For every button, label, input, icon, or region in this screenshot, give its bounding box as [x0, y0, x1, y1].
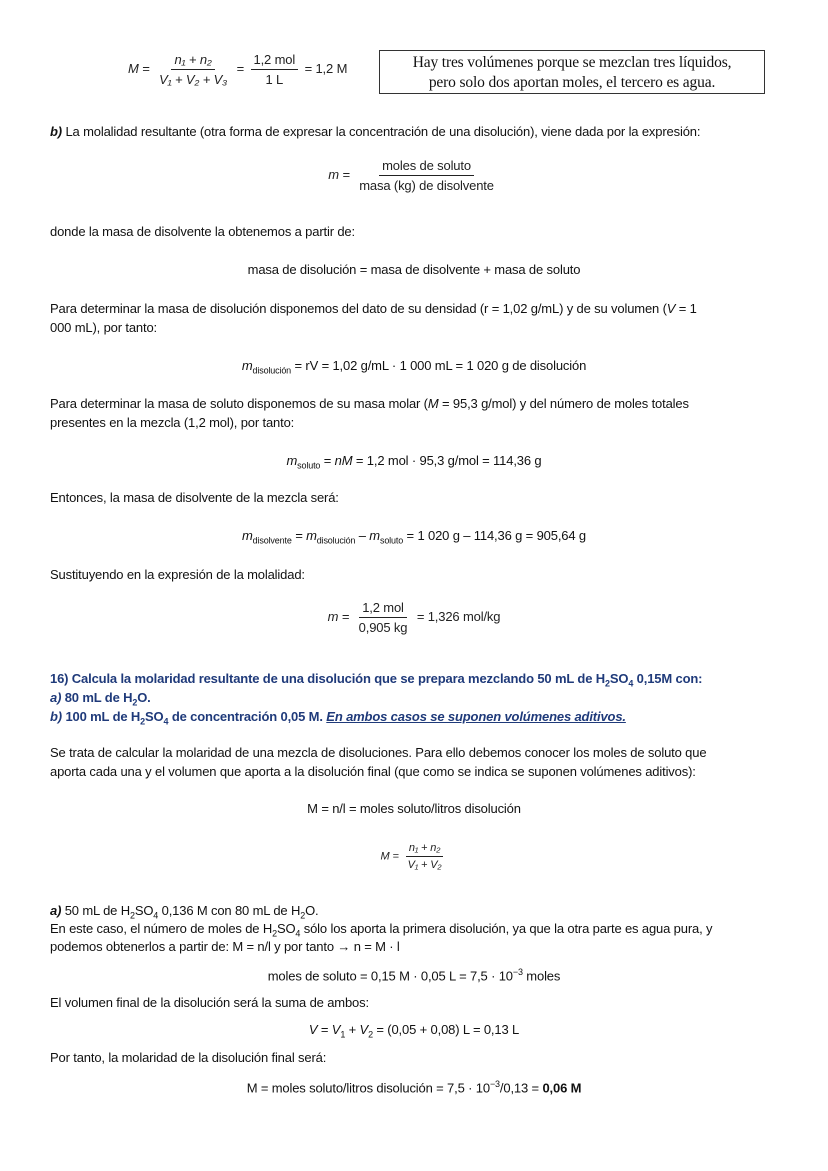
var: – m	[355, 528, 380, 543]
subscript: disolvente	[252, 535, 292, 546]
text: moles	[522, 968, 561, 984]
label: b)	[50, 124, 62, 139]
subscript: 2	[140, 716, 146, 727]
exponent: −3	[489, 1079, 500, 1089]
note-line: pero solo dos aportan moles, el tercero es agua.	[428, 74, 716, 91]
question-16-b	[50, 708, 626, 731]
text: =	[320, 453, 335, 468]
denominator: V₁ + V₂ + V₃	[159, 72, 228, 87]
text: M = moles soluto/litros disolución = 7,5 · 10	[246, 1080, 490, 1096]
paragraph	[50, 123, 700, 141]
paragraph	[50, 395, 689, 413]
subscript: 4	[163, 716, 169, 727]
text: = 1,2 mol · 95,3 g/mol = 114,36 g	[352, 453, 542, 468]
formula-lhs: m =	[328, 166, 350, 182]
formula-lhs: m =	[327, 608, 350, 624]
equation: masa de disolución = masa de disolvente + masa de soluto	[247, 262, 581, 277]
numerator: 1,2 mol	[251, 52, 299, 70]
text: +	[345, 1022, 360, 1037]
subscript: disolución	[316, 535, 356, 546]
formula-lhs: M =	[380, 850, 399, 863]
equation	[0, 452, 828, 475]
paragraph: Sustituyendo en la expresión de la molalidad:	[50, 567, 305, 582]
formula-result: = 1,2 M	[304, 60, 348, 76]
var: = m	[291, 528, 317, 543]
text: 0,136 M con 80 mL de H	[158, 903, 301, 918]
note: En ambos casos se suponen volúmenes aditivos.	[326, 709, 626, 724]
text: O.	[305, 903, 319, 918]
text: = 1	[675, 301, 697, 316]
equation	[0, 1075, 828, 1097]
molality-formula	[0, 158, 828, 193]
fraction	[251, 52, 299, 87]
text: sólo los aporta la primera disolución, ya que la otra parte es agua pura, y	[300, 921, 713, 936]
text: Para determinar la masa de soluto disponemos de su masa molar (	[50, 396, 428, 411]
equation	[0, 357, 828, 380]
fraction	[156, 52, 230, 87]
text: =	[317, 1022, 332, 1037]
var: m	[241, 358, 253, 373]
text: O.	[137, 690, 151, 705]
formula-lhs: M =	[128, 60, 150, 76]
note-box	[379, 50, 765, 94]
subscript: 4	[153, 910, 159, 921]
text: moles de soluto = 0,15 M · 0,05 L = 7,5 · 10	[267, 968, 513, 984]
text: /0,13 =	[499, 1080, 543, 1096]
var: m	[286, 453, 298, 468]
text: SO	[145, 709, 164, 724]
denominator: V₁ + V₂	[407, 859, 442, 871]
text: 16) Calcula la molaridad resultante de una disolución que se prepara mezclando 50 mL de H	[50, 671, 605, 686]
denominator: 1 L	[265, 72, 284, 87]
mixing-formula	[0, 842, 828, 871]
fraction	[356, 600, 411, 635]
paragraph: donde la masa de disolvente la obtenemos a partir de:	[50, 224, 355, 239]
fraction	[405, 842, 445, 871]
note-line: Hay tres volúmenes porque se mezclan tres líquidos,	[412, 54, 732, 71]
subscript: 2	[129, 910, 135, 921]
text: 0,15M con:	[633, 671, 703, 686]
var: nM	[334, 453, 353, 468]
text: = rV = 1,02 g/mL · 1 000 mL = 1 020 g de disolución	[291, 358, 587, 373]
subscript: 2	[272, 928, 277, 939]
text: 50 mL de H	[61, 903, 130, 918]
numerator: n₁ + n₂	[406, 842, 443, 857]
paragraph: El volumen final de la disolución será la suma de ambos:	[50, 995, 369, 1010]
subscript: 2	[368, 1029, 373, 1040]
text: Para determinar la masa de disolución disponemos del dato de su densidad (r = 1,02 g/mL) y de su volumen (	[50, 301, 667, 316]
text: SO	[609, 671, 629, 686]
text: La molalidad resultante (otra forma de expresar la concentración de una disolución), viene dada por la expresión:	[61, 124, 701, 139]
molarity-formula	[128, 52, 347, 87]
subscript: 4	[295, 928, 301, 939]
subscript: 2	[604, 678, 610, 689]
subscript: soluto	[379, 535, 404, 546]
label: a)	[50, 903, 62, 918]
var: V	[666, 301, 676, 316]
numerator: 1,2 mol	[359, 600, 407, 618]
subscript: 2	[300, 910, 306, 921]
paragraph: presentes en la mezcla (1,2 mol), por tanto:	[50, 415, 295, 430]
molality-result-formula	[0, 600, 828, 635]
text: = (0,05 + 0,08) L = 0,13 L	[372, 1022, 520, 1037]
equation	[0, 963, 828, 985]
var: m	[241, 528, 253, 543]
var: V	[331, 1022, 341, 1037]
equation	[0, 527, 828, 550]
subscript: disolución	[252, 365, 292, 376]
denominator: masa (kg) de disolvente	[359, 178, 494, 193]
equals: =	[236, 60, 245, 76]
text: de concentración 0,05 M.	[168, 709, 327, 724]
var: V	[308, 1022, 318, 1037]
final-result: 0,06 M	[542, 1080, 582, 1096]
denominator: 0,905 kg	[358, 620, 408, 635]
text: SO	[134, 903, 154, 918]
text: = 95,3 g/mol) y del número de moles totales	[438, 396, 689, 411]
exponent: −3	[512, 967, 523, 977]
subscript: 4	[628, 678, 634, 689]
subscript: 1	[340, 1029, 346, 1040]
text: = 1 020 g – 114,36 g = 905,64 g	[403, 528, 586, 543]
equation	[0, 1021, 828, 1044]
var: V	[359, 1022, 369, 1037]
var: M	[427, 396, 439, 411]
paragraph	[50, 300, 697, 318]
label: a)	[50, 690, 62, 705]
text: 100 mL de H	[61, 709, 141, 724]
paragraph: podemos obtenerlos a partir de: M = n/l y por tanto → n = M · l	[50, 939, 400, 954]
label: b)	[50, 709, 62, 724]
text: SO	[276, 921, 296, 936]
formula-result: = 1,326 mol/kg	[416, 608, 501, 624]
equation: M = n/l = moles soluto/litros disolución	[307, 801, 521, 816]
paragraph: Entonces, la masa de disolvente de la mezcla será:	[50, 490, 339, 505]
subscript: soluto	[297, 460, 321, 471]
paragraph: aporta cada una y el volumen que aporta a la disolución final (que como se indica se suponen volúmenes aditivos):	[50, 764, 696, 779]
text: 80 mL de H	[61, 690, 133, 705]
text: En este caso, el número de moles de H	[50, 921, 273, 936]
numerator: n₁ + n₂	[171, 52, 214, 70]
fraction	[356, 158, 497, 193]
numerator: moles de soluto	[379, 158, 474, 176]
paragraph: Por tanto, la molaridad de la disolución final será:	[50, 1050, 327, 1065]
subscript: 2	[132, 697, 138, 708]
paragraph: Se trata de calcular la molaridad de una mezcla de disoluciones. Para ello debemos conocer los moles de soluto que	[50, 745, 707, 760]
paragraph: 000 mL), por tanto:	[50, 320, 157, 335]
